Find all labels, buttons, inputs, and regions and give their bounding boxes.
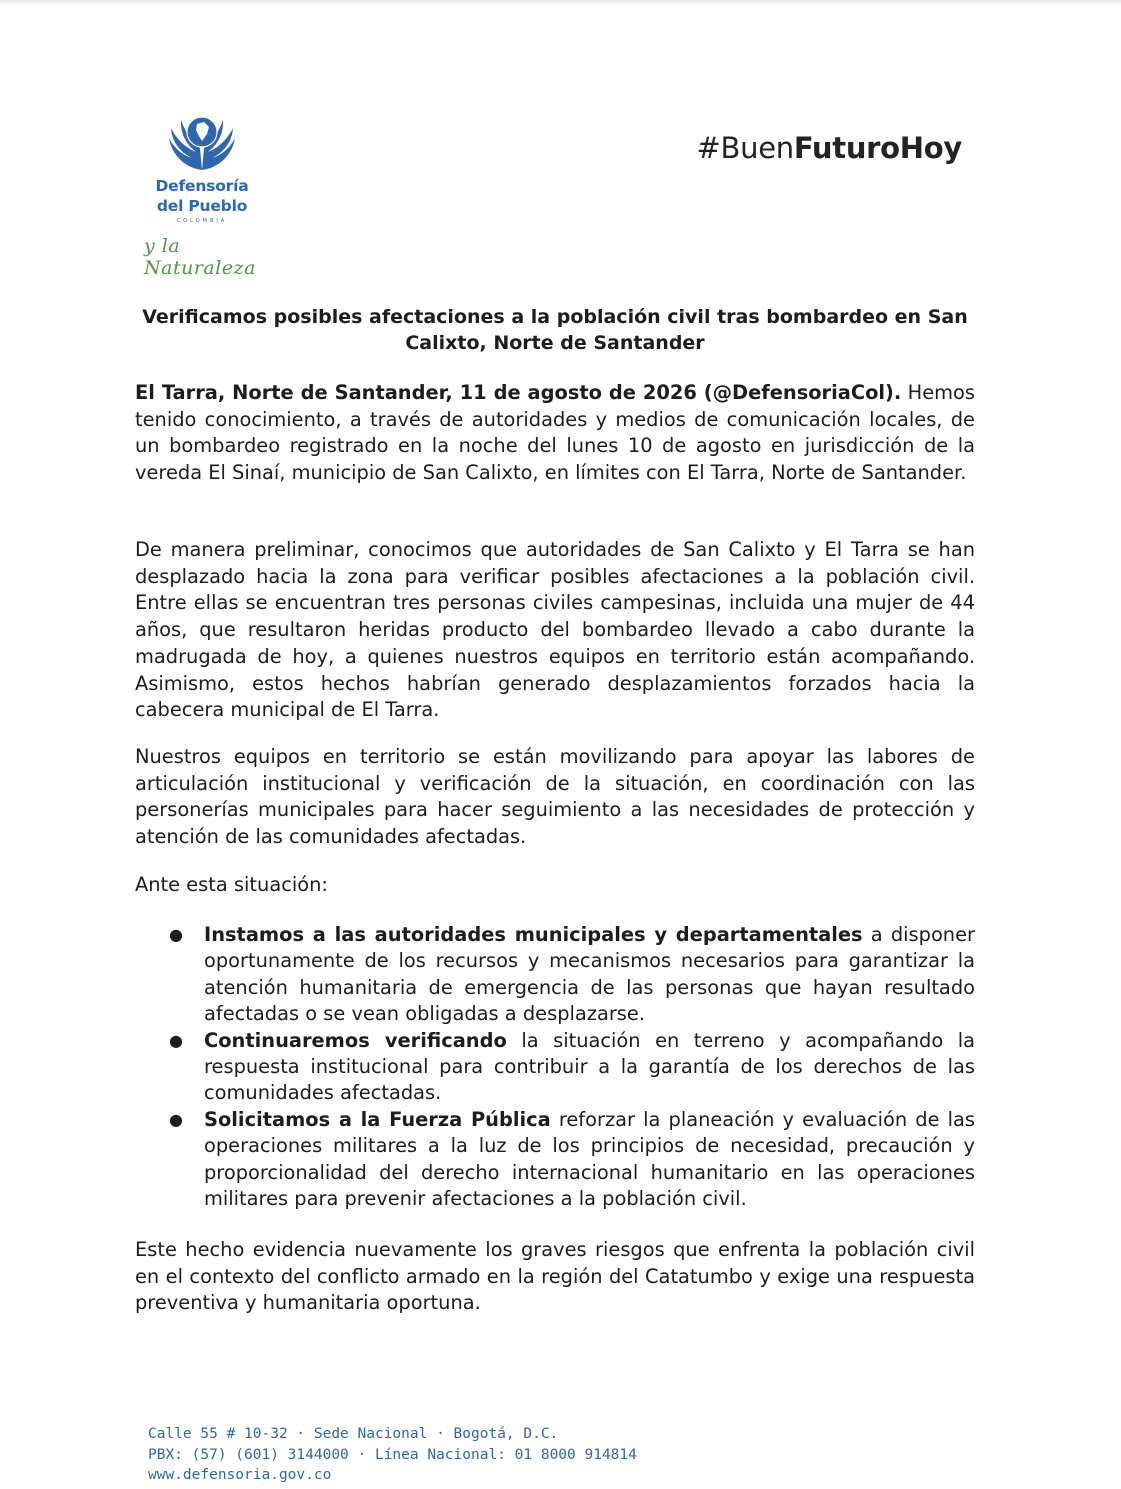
list-item-text: a disponer oportunamente de los recursos y mecanismos necesarios para garantizar la atención humanitaria de emergencia de las personas que hayan resultado afectadas o se vean obligadas a desplazarse. [204,923,975,1026]
paragraph-teams: Nuestros equipos en territorio se están movilizando para apoyar las labores de articulación institucional y verificación de la situación, en coordinación con las personerías municipales para hacer seguimiento a las necesidades de protección y atención de las comunidades afectadas. [135,745,975,849]
list-item-bold: Solicitamos a la Fuerza Pública [204,1107,551,1131]
paragraph-intro [135,380,975,487]
paragraph-preliminary: De manera preliminar, conocimos que autoridades de San Calixto y El Tarra se han desplazado hacia la zona para verificar posibles afectaciones a la población civil. Entre ellas se encuentran tres personas civiles campesinas, incluida una mujer de 44 años, que resultaron heridas producto del bombardeo llevado a cabo durante la madrugada de hoy, a quienes nuestros equipos en territorio están acompañando. Asimismo, estos hechos habrían generado desplazamientos forzados hacia la cabecera municipal de El Tarra. [135,538,975,722]
footer-contact [148,1424,748,1486]
list-item [135,922,975,1028]
footer-phone: PBX: (57) (601) 3144000 · Línea Nacional: 01 8000 914814 [148,1446,637,1463]
logo-country: COLOMBIA [176,218,228,224]
page-top-edge [0,0,1121,6]
list-item [135,1107,975,1213]
list-item-text: reforzar la planeación y evaluación de las operaciones militares a la luz de los principios de necesidad, precaución y proporcionalidad del derecho internacional humanitario en las operaciones militares para prevenir afectaciones a la población civil. [204,1107,975,1211]
footer-address: Calle 55 # 10-32 · Sede Nacional · Bogotá, D.C. [148,1426,559,1442]
defensoria-logo [140,108,290,279]
press-release-title: Verificamos posibles afectaciones a la población civil tras bombardeo en San Calixto, Norte de Santander [142,306,968,354]
list-item-text: la situación en terreno y acompañando la respuesta institucional para contribuir a la garantía de los derechos de las comunidades afectadas. [204,1028,975,1105]
logo-name-line1: Defensoría [155,177,249,195]
hashtag-prefix: #Buen [696,131,794,165]
action-list [135,922,975,1212]
logo-name-line2: del Pueblo [156,197,248,215]
bullet-icon: ● [169,1030,183,1050]
list-item-bold: Instamos a las autoridades municipales y departamentales [204,923,863,946]
bullet-icon: ● [169,1109,183,1129]
hashtag-bold: FuturoHoy [793,131,962,165]
hands-emblem-icon [166,108,238,174]
list-item [135,1028,975,1107]
list-item-bold: Continuaremos verificando [204,1028,507,1052]
intro-body: Hemos tenido conocimiento, a través de autoridades y medios de comunicación locales, de un bombardeo registrado en la noche del lunes 10 de agosto en jurisdicción de la vereda El Sinaí, municipio de San Calixto, en límites con El Tarra, Norte de Santander. [135,381,975,485]
bullet-icon: ● [169,925,183,944]
paragraph-closing: Este hecho evidencia nuevamente los graves riesgos que enfrenta la población civil en el contexto del conflicto armado en la región del Catatumbo y exige una respuesta preventiva y humanitaria oportuna. [135,1238,975,1315]
footer-website-link[interactable]: www.defensoria.gov.co [148,1467,332,1483]
logo-tagline: y la Naturaleza [144,235,256,279]
paragraph-lead-in: Ante esta situación: [135,873,328,896]
campaign-hashtag [640,131,962,165]
dateline: El Tarra, Norte de Santander, 11 de agosto de 2026 (@DefensoriaCol). [135,381,902,404]
